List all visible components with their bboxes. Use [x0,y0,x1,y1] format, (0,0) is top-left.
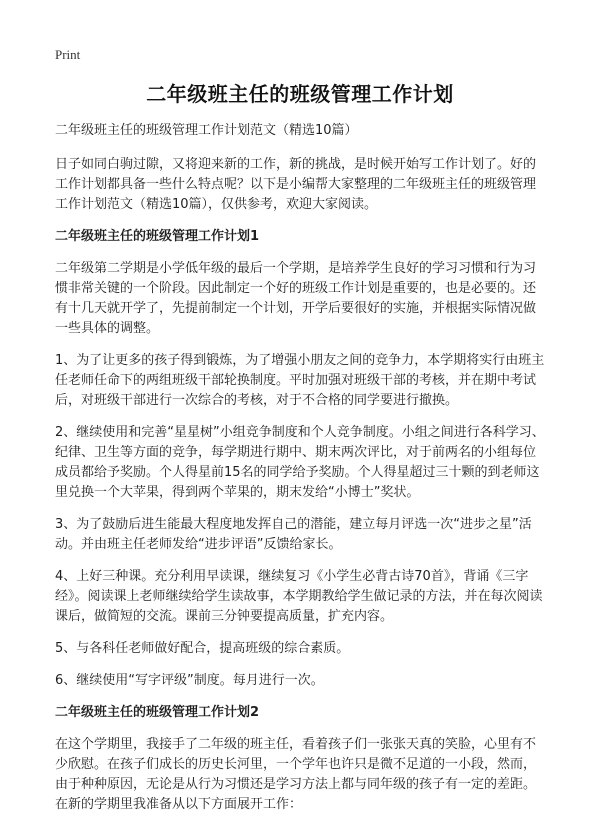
document-body [55,121,547,827]
section-1-item-5: 5、与各科任老师做好配合，提高班级的综合素质。 [55,641,350,656]
section-1-item-1: 1、为了让更多的孩子得到锻炼，为了增强小朋友之间的竞争力，本学期将实行由班主任老师任命下的两组班级干部轮换制度。平时加强对班级干部的考核，并在期中考试后，对班级干部进行一次综合的考核，对于不合格的同学要进行撤换。 [55,353,545,408]
page-title: 二年级班主任的班级管理工作计划 [146,82,454,106]
print-label[interactable]: Print [55,47,81,62]
section-1-item-4: 4、上好三种课。充分利用早读课，继续复习《小学生必背古诗70首》，背诵《三字经》。阅读课上老师继续给学生读故事，本学期教给学生做记录的方法，并在每次阅读课后，做简短的交流。课前三分钟要提高质量，扩充内容。 [55,569,543,624]
section-1-heading: 二年级班主任的班级管理工作计划1 [55,229,260,244]
section-2-heading: 二年级班主任的班级管理工作计划2 [55,705,260,720]
section-1-paragraph: 二年级第二学期是小学低年级的最后一个学期，是培养学生良好的学习习惯和行为习惯非常关键的一个阶段。因此制定一个好的班级工作计划是重要的，也是必要的。还有十几天就开学了，先提前制定一个计划，开学后要很好的实施，并根据实际情况做一些具体的调整。 [55,261,537,336]
section-1-item-3: 3、为了鼓励后进生能最大程度地发挥自己的潜能，建立每月评选一次“进步之星”活动。并由班主任老师发给“进步评语”反馈给家长。 [55,517,532,552]
section-2-paragraph: 在这个学期里，我接手了二年级的班主任，看着孩子们一张张天真的笑脸，心里有不少欣慰。在孩子们成长的历史长河里，一个学年也许只是微不足道的一小段，然而，由于种种原因，无论是从行为习惯还是学习方法上都与同年级的孩子有一定的差距。在新的学期里我准备从以下方面展开工作： [55,737,537,812]
section-1-item-2: 2、继续使用和完善“星星树”小组竞争制度和个人竞争制度。小组之间进行各科学习、纪律、卫生等方面的竞争，每学期进行期中、期末两次评比，对于前两名的小组每位成员都给予奖励。个人得星前15名的同学给予奖励。个人得星超过三十颗的到老师这里兑换一个大苹果，得到两个苹果的，期末发给“小博士”奖状。 [55,425,545,500]
document-subtitle: 二年级班主任的班级管理工作计划范文（精选10篇） [55,123,358,138]
intro-paragraph: 日子如同白驹过隙，又将迎来新的工作，新的挑战，是时候开始写工作计划了。好的工作计划都具备一些什么特点呢？以下是小编帮大家整理的二年级班主任的班级管理工作计划范文（精选10篇），仅供参考，欢迎大家阅读。 [55,157,537,212]
section-1-item-6: 6、继续使用“写字评级”制度。每月进行一次。 [55,673,324,688]
